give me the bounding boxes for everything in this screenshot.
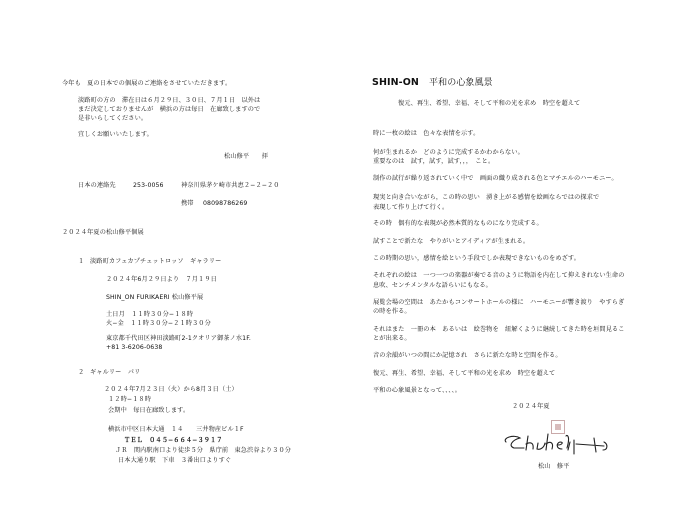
closing-date: ２０２４年夏 xyxy=(512,403,550,410)
exhibition-1-name: SHIN_ON FURIKAERI 松山修平展 xyxy=(106,294,204,301)
body-line-11: 息吹、センチメンタルな語らいにもなる。 xyxy=(373,282,492,289)
mobile-number: 08098786269 xyxy=(203,200,248,207)
regards-text: 宜しくお願いいたします。 xyxy=(78,131,153,138)
body-line-4: 制作の試行が繰り返されていく中で 画面の織り成される色とマチエルのハーモニー。 xyxy=(373,175,618,182)
title-heiwa: 平和の心象風景 xyxy=(429,78,493,88)
exhibitions-title: ２０２４年夏の松山修平個展 xyxy=(62,229,144,236)
mobile-label: 携帯 xyxy=(181,200,194,207)
notice-line-1: 淡路町の方の 滞在日は６月２９日、３０日、７月１日 以外は xyxy=(78,97,261,104)
exhibition-2-venue: ギャルリー パリ xyxy=(90,369,141,376)
body-line-17: 復元、再生、希望、幸福、そして平和の光を求め 時空を超えて xyxy=(373,370,556,377)
subtitle: 復元、再生、希望、幸福、そして平和の光を求め 時空を超えて xyxy=(398,100,581,107)
body-line-5: 現実と向き合いながら，この時の思い 湧き上がる感情を絵画ならではの探求で xyxy=(373,194,600,201)
body-line-6: 表現して作り上げて行く。 xyxy=(373,204,449,211)
exhibition-1-hours-weekend: 土日月 １１時３０分−１８時 xyxy=(106,311,194,318)
contact-label: 日本の連絡先 xyxy=(78,182,116,189)
postal-code: 253-0056 xyxy=(133,182,164,189)
body-line-15: とが出来る。 xyxy=(373,335,411,342)
body-line-14: それはまた 一冊の本 あるいは 絵巻物を 紐解くように継続してきた時を垣間見るこ xyxy=(373,326,625,333)
title-shin-on: SHIN-ON xyxy=(372,77,419,88)
body-line-2: 何が生まれるか どのように完成するかわからない。 xyxy=(373,149,524,156)
exhibition-2-tel: ＴＥＬ ０４５−６６４−３９１７ xyxy=(124,437,223,444)
exhibition-1-dates: ２０２４年6月２９日より ７月１９日 xyxy=(106,276,217,283)
body-line-18: 平和の心象風景となって、、、、。 xyxy=(373,387,462,394)
body-line-7: その時 偶有的な表現が必然本質的なものになり完成する。 xyxy=(373,220,543,227)
sender-name: 松山修平 拝 xyxy=(224,153,269,160)
page-title xyxy=(372,79,493,88)
exhibition-1-hours-weekday: 火−金 １１時３０分−２１時３０分 xyxy=(106,320,211,327)
body-line-16: 音の余韻がいつの間にか記憶され さらに新たな時と空間を作る。 xyxy=(373,352,562,359)
notice-line-3: 是非いらしてください。 xyxy=(78,115,148,122)
contact-address: 神奈川県茅ケ崎市共恵２−２−２０ xyxy=(181,182,280,189)
exhibition-2-address: 横浜市中区日本大通 １４ 三井物産ビル１F xyxy=(108,426,244,433)
exhibition-2-hours: １２時−１８時 xyxy=(108,396,152,403)
exhibition-1-tel: +81 3-6206-0638 xyxy=(106,344,163,351)
exhibition-1-number: １ xyxy=(78,258,85,265)
exhibition-2-note: 会期中 毎日在廊致します。 xyxy=(108,407,190,414)
signature-name: 松山 修平 xyxy=(538,463,570,470)
body-line-12: 展覧会場の空間は あたかもコンサートホールの様に ハーモニーが響き渡り やすらぎ xyxy=(373,299,625,306)
exhibition-2-number: ２ xyxy=(78,369,85,376)
exhibition-2-access-2: 日本大通り駅 下車 ３番出口よりすぐ xyxy=(118,457,232,464)
body-line-3: 重要なのは 試す，試す，試す，，， こと。 xyxy=(373,158,495,165)
exhibition-2-dates: ２０２４年7月２３日（火）から8月３日（土） xyxy=(104,386,238,393)
exhibition-1-venue: 淡路町カフェカプチェットロッソ ギャラリー xyxy=(90,258,222,265)
body-line-1: 時に一枚の絵は 色々な表情を示す。 xyxy=(373,130,480,137)
notice-line-2: まだ決定しておりませんが 横浜の方は毎日 在廊致しますので xyxy=(78,106,261,113)
signature-graphic xyxy=(500,428,620,460)
intro-text: 今年も 夏の日本での個展のご連絡をさせていただきます。 xyxy=(62,80,232,87)
body-line-13: の時を作る。 xyxy=(373,308,411,315)
body-line-8: 試すことで新たな やりがいとアイディアが生まれる。 xyxy=(373,238,530,245)
exhibition-2-access-1: ＪＲ 関内駅南口より徒歩５分 県庁前 東急渋谷より３０分 xyxy=(115,447,292,454)
body-line-9: この時期の思い，感情を絵という手段でしか表現できないものをめざす。 xyxy=(373,255,580,262)
body-line-10: それぞれの絵は 一つ一つの楽器が奏でる音のように物語を内在して抑えきれない生命の xyxy=(373,272,625,279)
exhibition-1-address: 東京都千代田区神田淡路町2-1クオリア御茶ノ水1F. xyxy=(106,335,251,342)
